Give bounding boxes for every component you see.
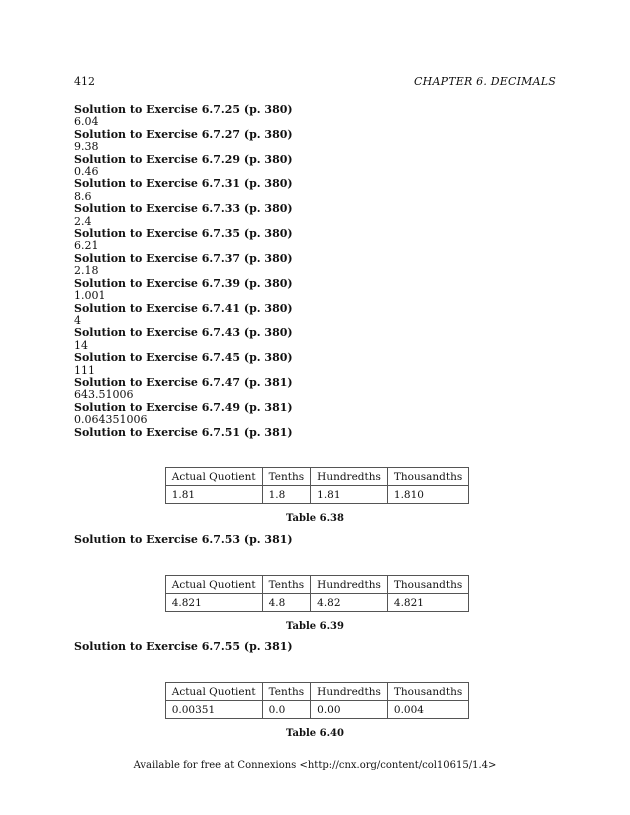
solution-title: Solution to Exercise 6.7.33 (p. 380) (74, 202, 293, 216)
solution-title: Solution to Exercise 6.7.43 (p. 380) (74, 326, 293, 340)
solution-title: Solution to Exercise 6.7.37 (p. 380) (74, 251, 293, 265)
solution-item (74, 303, 374, 328)
table-header-cell: Hundredths (311, 468, 388, 486)
quotient-table (165, 682, 470, 719)
solution-title: Solution to Exercise 6.7.25 (p. 380) (74, 103, 293, 116)
table-header-cell: Hundredths (311, 683, 388, 701)
table-cell: 4.821 (387, 594, 468, 612)
solution-title: Solution to Exercise 6.7.45 (p. 380) (74, 351, 293, 365)
solutions-list (74, 104, 374, 439)
solution-item (74, 178, 374, 203)
table-header-cell: Actual Quotient (165, 468, 262, 486)
table-cell: 0.00351 (165, 701, 262, 719)
solution-item (74, 104, 374, 129)
solution-item (74, 377, 374, 402)
table-cell: 0.00 (311, 701, 388, 719)
solution-item (74, 402, 374, 427)
solution-answer: 9.38 (74, 140, 99, 154)
table-row (165, 486, 469, 504)
solution-title: Solution to Exercise 6.7.29 (p. 380) (74, 152, 293, 166)
solution-item (74, 154, 374, 179)
solution-item (74, 228, 374, 253)
page-header (74, 75, 556, 91)
solution-answer: 6.21 (74, 239, 99, 253)
table-cell: 0.0 (262, 701, 311, 719)
solution-title: Solution to Exercise 6.7.47 (p. 381) (74, 375, 293, 389)
table-cell: 4.821 (165, 594, 262, 612)
solution-item (74, 327, 374, 352)
quotient-table (165, 467, 470, 504)
table-cell: 1.81 (311, 486, 388, 504)
table-caption: Table 6.40 (286, 728, 344, 739)
solution-title: Solution to Exercise 6.7.41 (p. 380) (74, 301, 293, 315)
solution-item (74, 203, 374, 228)
solution-answer: 643.51006 (74, 388, 134, 402)
table-header-cell: Hundredths (311, 576, 388, 594)
solution-item (74, 427, 374, 439)
table-header-cell: Thousandths (387, 683, 468, 701)
solution-answer: 0.064351006 (74, 413, 148, 427)
table-cell: 1.81 (165, 486, 262, 504)
solution-answer: 1.001 (74, 289, 106, 303)
page-number: 412 (74, 75, 95, 88)
table-cell: 4.8 (262, 594, 311, 612)
table-header-cell: Thousandths (387, 468, 468, 486)
solution-answer: 2.4 (74, 214, 92, 228)
table-cell: 1.8 (262, 486, 311, 504)
table-header-cell: Tenths (262, 683, 311, 701)
solution-item (74, 129, 374, 154)
table-cell: 0.004 (387, 701, 468, 719)
solution-title: Solution to Exercise 6.7.27 (p. 380) (74, 127, 293, 141)
table-header-cell: Thousandths (387, 576, 468, 594)
solution-heading: Solution to Exercise 6.7.53 (p. 381) (74, 533, 293, 546)
table-row (165, 701, 469, 719)
table-header-cell: Tenths (262, 468, 311, 486)
table-cell: 4.82 (311, 594, 388, 612)
solution-answer: 6.04 (74, 115, 99, 129)
solution-answer: 2.18 (74, 264, 99, 278)
table-caption: Table 6.39 (286, 621, 344, 632)
solution-item (74, 253, 374, 278)
chapter-title: CHAPTER 6. DECIMALS (414, 75, 556, 88)
solution-title: Solution to Exercise 6.7.39 (p. 380) (74, 276, 293, 290)
table-row (165, 594, 469, 612)
table-cell: 1.810 (387, 486, 468, 504)
solution-item (74, 352, 374, 377)
solution-item (74, 278, 374, 303)
page-footer: Available for free at Connexions <http://cnx.org/content/col10615/1.4> (133, 760, 497, 771)
solution-answer: 14 (74, 338, 88, 352)
table-caption: Table 6.38 (286, 513, 344, 524)
solution-title: Solution to Exercise 6.7.51 (p. 381) (74, 425, 293, 439)
solution-title: Solution to Exercise 6.7.35 (p. 380) (74, 227, 293, 241)
solution-heading: Solution to Exercise 6.7.55 (p. 381) (74, 640, 293, 653)
quotient-table-block (0, 682, 630, 739)
table-header-row (165, 468, 469, 486)
quotient-table-block (0, 575, 630, 632)
table-header-cell: Tenths (262, 576, 311, 594)
table-header-cell: Actual Quotient (165, 683, 262, 701)
solution-answer: 8.6 (74, 189, 92, 203)
quotient-table-block (0, 467, 630, 524)
solution-title: Solution to Exercise 6.7.49 (p. 381) (74, 400, 293, 414)
solution-answer: 0.46 (74, 165, 99, 179)
table-header-row (165, 576, 469, 594)
solution-answer: 111 (74, 363, 95, 377)
table-header-row (165, 683, 469, 701)
quotient-table (165, 575, 470, 612)
solution-answer: 4 (74, 313, 81, 327)
solution-title: Solution to Exercise 6.7.31 (p. 380) (74, 177, 293, 191)
table-header-cell: Actual Quotient (165, 576, 262, 594)
